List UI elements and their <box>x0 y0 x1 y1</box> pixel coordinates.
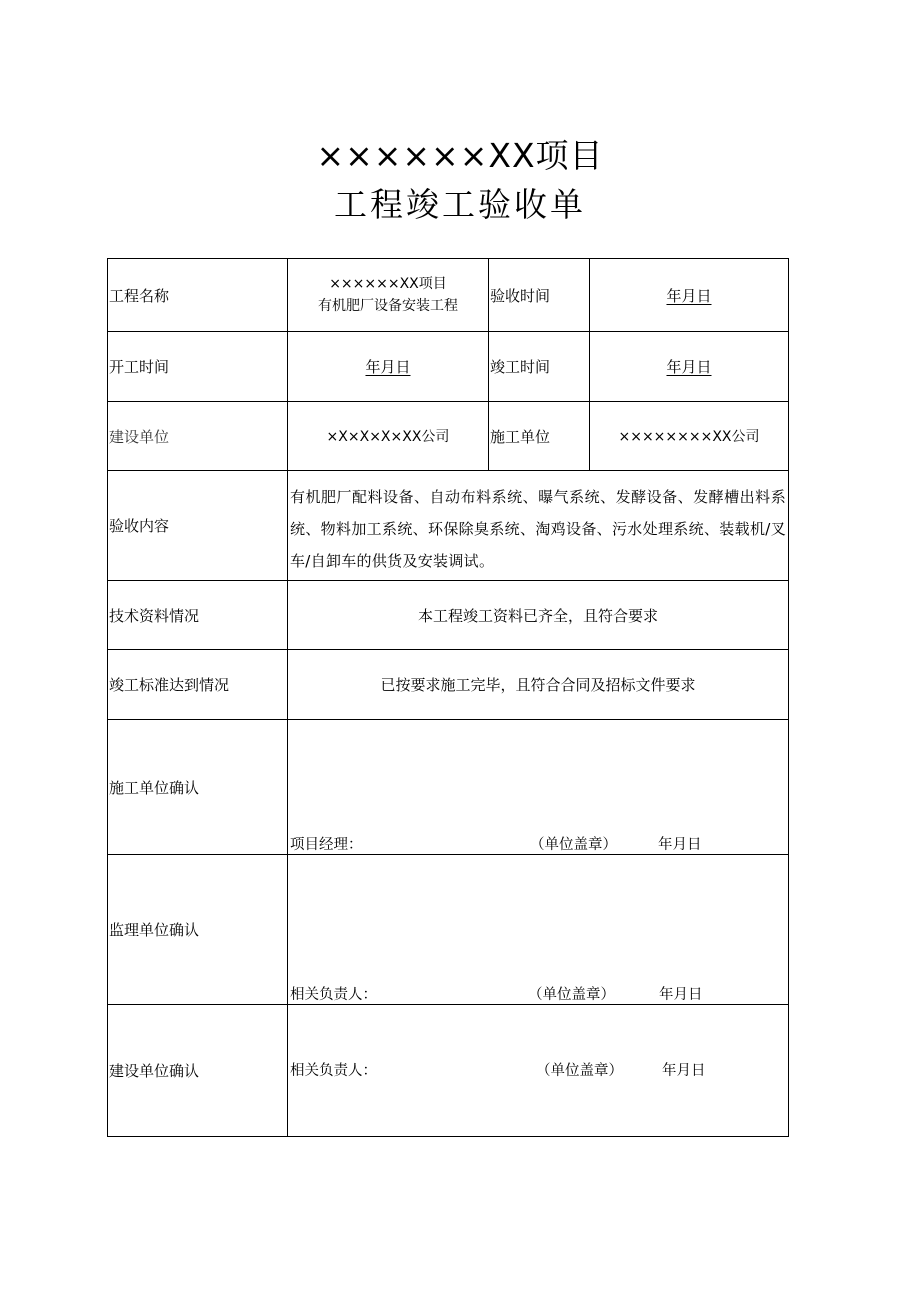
construction-signature-line <box>290 833 788 853</box>
standard-label: 竣工标准达到情况 <box>108 650 288 720</box>
supervision-signer-label: 相关负责人： <box>290 987 377 1003</box>
construction-date-label: 年月日 <box>658 837 702 853</box>
start-time-label: 开工时间 <box>108 332 288 402</box>
completion-time-label: 竣工时间 <box>489 332 590 402</box>
acceptance-form-table <box>107 258 789 1137</box>
construction-seal-label: （单位盖章） <box>530 837 617 853</box>
supervision-date-label: 年月日 <box>659 987 703 1003</box>
project-name-line2: 有机肥厂设备安装工程 <box>318 298 458 314</box>
content-label: 验收内容 <box>108 471 288 581</box>
start-time-date: 年月日 <box>365 358 411 376</box>
project-name-label: 工程名称 <box>108 259 288 332</box>
completion-time-value <box>590 332 789 402</box>
content-value: 有机肥厂配料设备、自动布料系统、曝气系统、发酵设备、发酵槽出料系统、物料加工系统、环保除臭系统、淘鸡设备、污水处理系统、装载机/叉车/自卸车的供货及安装调试。 <box>288 471 789 581</box>
owner-unit-value: ×X×X×X×XX公司 <box>288 402 489 471</box>
supervision-signature-line <box>290 983 788 1003</box>
project-name-value <box>288 259 489 332</box>
construction-confirm-cell <box>288 720 789 855</box>
construction-unit-label: 施工单位 <box>489 402 590 471</box>
standard-value: 已按要求施工完毕，且符合合同及招标文件要求 <box>288 650 789 720</box>
construction-unit-value: ××××××××XX公司 <box>590 402 789 471</box>
acceptance-time-label: 验收时间 <box>489 259 590 332</box>
acceptance-time-date: 年月日 <box>666 286 712 305</box>
construction-confirm-label: 施工单位确认 <box>108 720 288 855</box>
completion-time-date: 年月日 <box>666 358 712 376</box>
tech-docs-value: 本工程竣工资料已齐全，且符合要求 <box>288 581 789 650</box>
owner-seal-label: （单位盖章） <box>536 1063 623 1079</box>
construction-signer-label: 项目经理： <box>290 837 363 853</box>
owner-confirm-label: 建设单位确认 <box>108 1005 288 1137</box>
owner-date-label: 年月日 <box>662 1063 706 1079</box>
row-project-name <box>108 259 789 332</box>
owner-confirm-cell <box>288 1005 789 1137</box>
row-supervision-confirm <box>108 855 789 1005</box>
tech-docs-label: 技术资料情况 <box>108 581 288 650</box>
project-name-line1: ××××××XX项目 <box>329 276 447 292</box>
acceptance-time-value <box>590 259 789 332</box>
start-time-value <box>288 332 489 402</box>
owner-unit-label: 建设单位 <box>108 402 288 471</box>
row-content <box>108 471 789 581</box>
supervision-confirm-cell <box>288 855 789 1005</box>
owner-signature-line <box>290 1059 788 1079</box>
supervision-seal-label: （单位盖章） <box>528 987 615 1003</box>
supervision-confirm-label: 监理单位确认 <box>108 855 288 1005</box>
row-owner-confirm <box>108 1005 789 1137</box>
row-units <box>108 402 789 471</box>
document-title-form: 工程竣工验收单 <box>334 185 586 224</box>
document-title-project: ××××××XX项目 <box>316 136 604 175</box>
row-standard <box>108 650 789 720</box>
owner-signer-label: 相关负责人： <box>290 1063 377 1079</box>
row-construction-confirm <box>108 720 789 855</box>
row-start-time <box>108 332 789 402</box>
row-tech-docs <box>108 581 789 650</box>
